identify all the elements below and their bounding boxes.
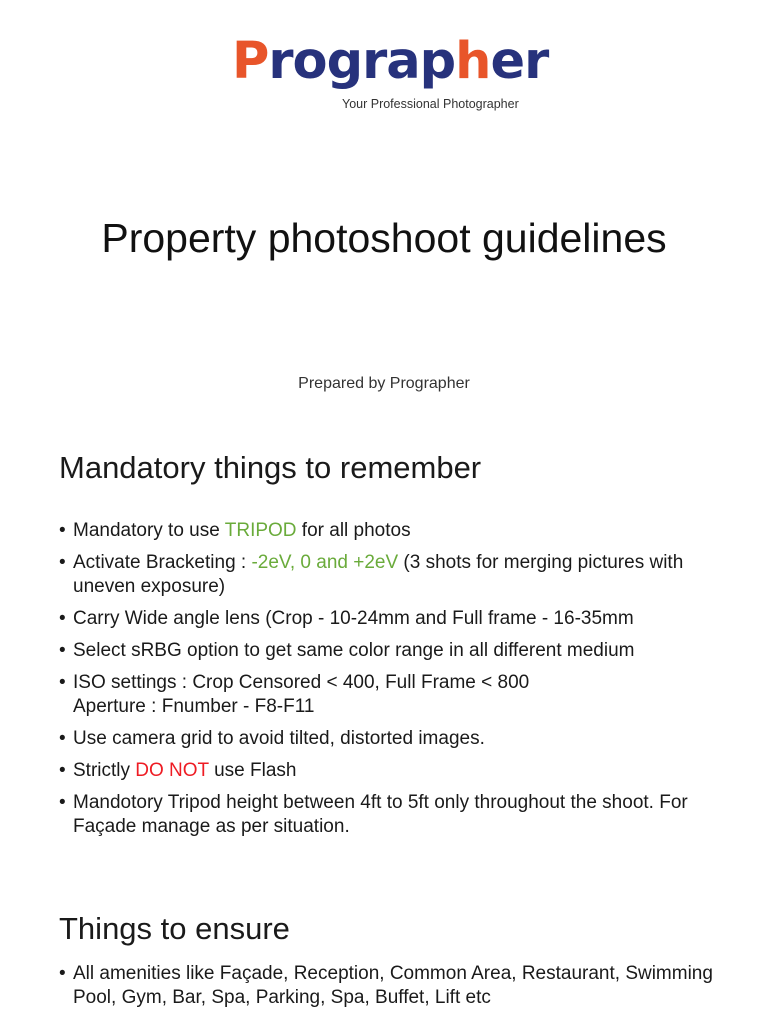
item-text: Activate Bracketing : [73,552,252,573]
section-heading-mandatory: Mandatory things to remember [59,450,482,485]
prepared-by: Prepared by Prographer [298,375,470,392]
list-item [59,962,719,1010]
bullet-icon: • [59,728,66,749]
bullet-icon: • [59,672,66,693]
list-item [59,727,719,751]
logo-letter-first: P [232,32,269,91]
bullet-icon: • [59,760,66,781]
item-text: Select sRBG option to get same color range in all different medium [73,640,635,661]
list-item [59,671,719,719]
logo-wordmark [232,30,548,94]
bullet-icon: • [59,640,66,661]
logo-letters-main: rograp [268,32,456,91]
bullet-icon: • [59,792,66,813]
bullet-icon: • [59,608,66,629]
item-text: All amenities like Façade, Reception, Common Area, Restaurant, Swimming Pool, Gym, Bar, Spa, Parking, Spa, Buffet, Lift etc [73,963,713,1008]
logo-letter-accent: h [455,32,491,91]
item-text: Mandatory to use [73,520,225,541]
item-text: use Flash [208,760,297,781]
list-item [59,791,719,839]
logo-tagline: Your Professional Photographer [342,97,519,111]
document-title: Property photoshoot guidelines [101,215,667,261]
logo-letters-end: er [490,32,549,91]
bullet-icon: • [59,552,66,573]
bullet-list-ensure [59,962,719,1018]
item-text: (3 shots for merging pictures with uneven exposure) [73,552,684,597]
list-item [59,759,719,783]
item-text: Use camera grid to avoid tilted, distorted images. [73,728,485,749]
list-item [59,519,719,543]
list-item [59,551,719,599]
bullet-icon: • [59,963,66,984]
item-text: ISO settings : Crop Censored < 400, Full Frame < 800 [73,672,530,693]
item-text: Aperture : Fnumber - F8-F11 [73,696,315,717]
list-item [59,639,719,663]
bullet-icon: • [59,520,66,541]
item-highlight: DO NOT [135,760,209,781]
item-text: Mandotory Tripod height between 4ft to 5ft only throughout the shoot. For Façade manage as per situation. [73,792,688,837]
item-text: for all photos [296,520,411,541]
item-text: Strictly [73,760,136,781]
item-highlight: -2eV, 0 and +2eV [251,552,399,573]
prographer-logo [232,30,549,116]
item-highlight: TRIPOD [224,520,297,541]
list-item [59,607,719,631]
section-heading-ensure: Things to ensure [59,911,290,946]
bullet-list-mandatory [59,519,719,847]
item-text: Carry Wide angle lens (Crop - 10-24mm and Full frame - 16-35mm [73,608,634,629]
